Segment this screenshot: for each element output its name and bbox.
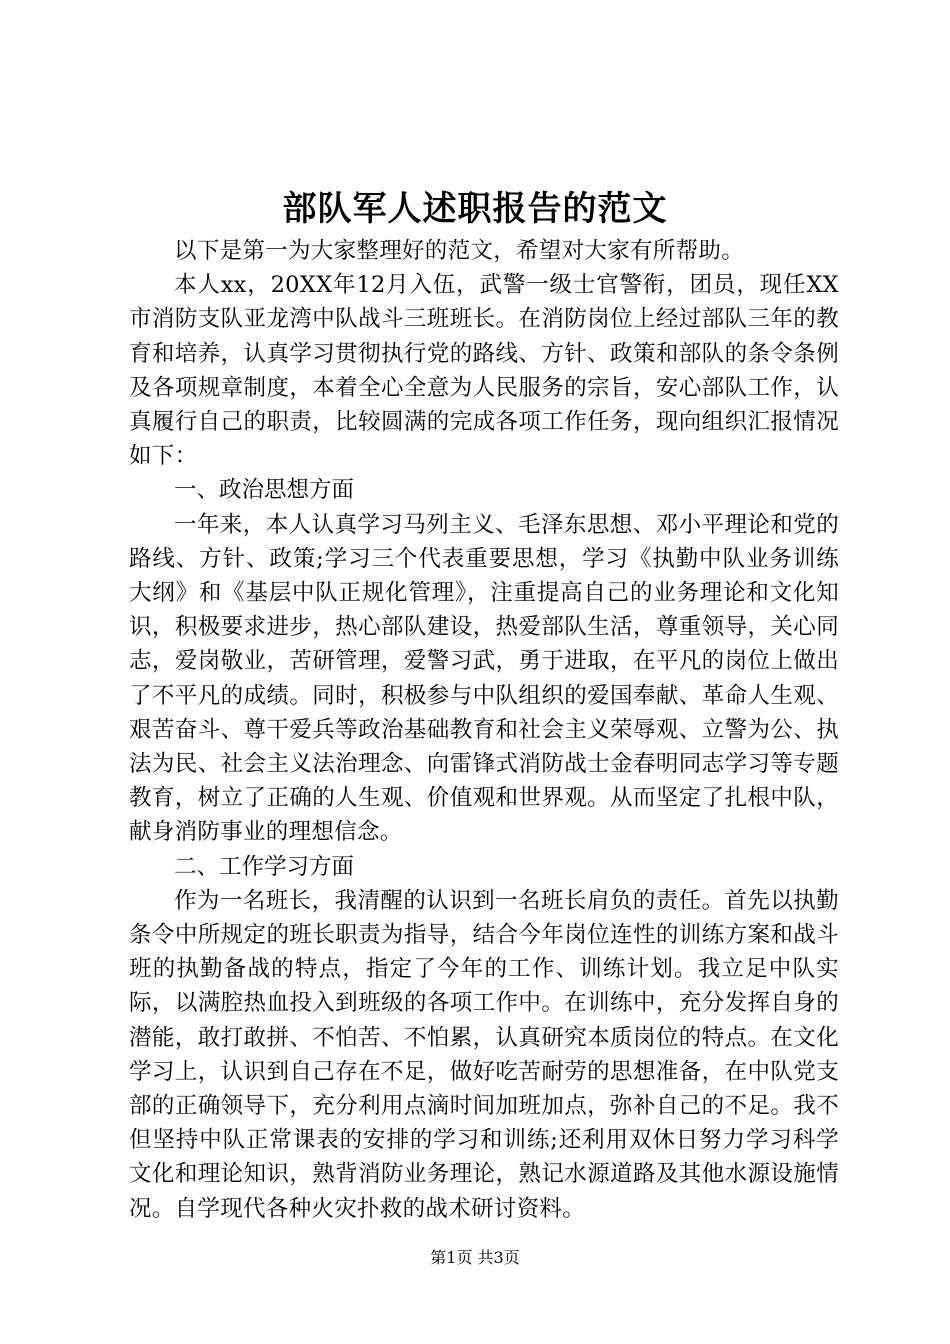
document-title: 部队军人述职报告的范文 bbox=[282, 189, 668, 229]
section-heading-political: 一、政治思想方面 bbox=[174, 477, 355, 504]
paragraph-political: 一年来，本人认真学习马列主义、毛泽东思想、邓小平理论和党的路线、方针、政策;学习三个代表重要思想，学习《执勤中队业务训练大纲》和《基层中队正规化管理》，注重提高自己的业务理论和文化知识，积极要求进步，热心部队建设，热爱部队生活，尊重领导，关心同志，爱岗敬业，苦研管理，爱警习武，勇于进取，在平凡的岗位上做出了不平凡的成绩。同时，积极参与中队组织的爱国奉献、革命人生观、艰苦奋斗、尊干爱兵等政治基础教育和社会主义荣辱观、立警为公、执法为民、社会主义法治理念、向雷锋式消防战士金春明同志学习等专题教育，树立了正确的人生观、价值观和世界观。从而坚定了扎根中队，献身消防事业的理想信念。 bbox=[129, 511, 839, 846]
paragraph-self-introduction: 本人xx，20XX年12月入伍，武警一级士官警衔，团员，现任XX市消防支队亚龙湾中队战斗三班班长。在消防岗位上经过部队三年的教育和培养，认真学习贯彻执行党的路线、方针、政策和部队的条令条例及各项规章制度，本着全心全意为人民服务的宗旨，安心部队工作，认真履行自己的职责，比较圆满的完成各项工作任务，现向组织汇报情况如下： bbox=[129, 272, 839, 470]
paragraph-work-study: 作为一名班长，我清醒的认识到一名班长肩负的责任。首先以执勤条令中所规定的班长职责为指导，结合今年岗位连性的训练方案和战斗班的执勤备战的特点，指定了今年的工作、训练计划。我立足中队实际，以满腔热血投入到班级的各项工作中。在训练中，充分发挥自身的潜能，敢打敢拼、不怕苦、不怕累，认真研究本质岗位的特点。在文化学习上，认识到自己存在不足，做好吃苦耐劳的思想准备，在中队党支部的正确领导下，充分利用点滴时间加班加点，弥补自己的不足。我不但坚持中队正常课表的安排的学习和训练;还利用双休日努力学习科学文化和理论知识，熟背消防业务理论，熟记水源道路及其他水源设施情况。自学现代各种火灾扑救的战术研讨资料。 bbox=[129, 887, 839, 1222]
document-body bbox=[129, 234, 839, 1226]
section-heading-work-study: 二、工作学习方面 bbox=[174, 853, 355, 880]
intro-paragraph: 以下是第一为大家整理好的范文，希望对大家有所帮助。 bbox=[174, 238, 745, 264]
page-number-footer: 第1页 共3页 bbox=[430, 1248, 520, 1267]
